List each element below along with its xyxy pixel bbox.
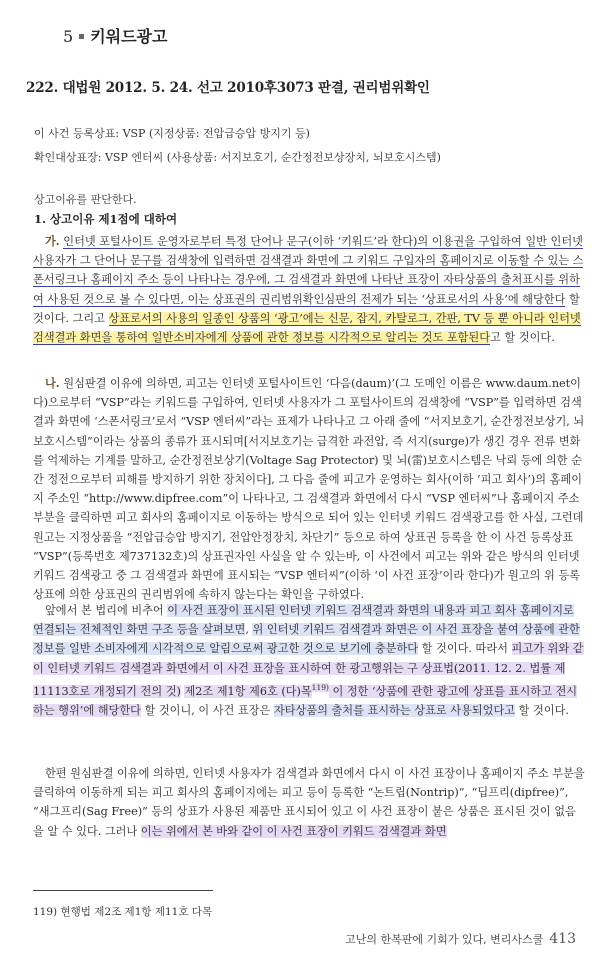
highlighted-text: 이 사건 표장이 표시된 인터넷 키워드 검색결과 화면의 내용과 피고 회사 홈페이지로 연결되는 전체적인 화면 구조 등을 살펴보면 (33, 604, 574, 637)
plain-text: 할 것이니, 이 사건 표장은 (140, 703, 274, 717)
highlighted-text: 이는 위에서 본 바와 같이 이 사건 표장이 키워드 검색결과 화면 (140, 824, 447, 838)
paragraph-text: 원심판결 이유에 의하면, 피고는 인터넷 포털사이트인 ‘다음(daum)’(그 도메인 이름은 www.daum.net이다)으로부터 “VSP”라는 키워드를 구입하여, 인터넷 사용자가 그 포털사이트의 검색창에 “VSP”를 입력하면 검색결과 화면에 ‘스폰서링크’로서 “VSP 엔터씨”라는 표제가 나타나고 그 아래 줄에 “서지보호기, 순간정전보상기, 뇌보호시스템”이라는 상품의 종류가 표시되며[서지보호기는 급격한 과전압, 즉 서지(surge)가 생긴 경우 전류 변화를 억제하는 기계를 말하고, 순간정전보상기(Voltage Sag Protector) 및 뇌(雷)보호시스템은 낙뢰 등에 의한 순간 정전으로부터 피해를 방지하기 위한 장치이다], 그 다음 줄에 피고가 운영하는 회사(이하 ‘피고 회사’)의 홈페이지 주소인 “http://www.dipfree.com”이 나타나고, 그 검색결과 화면에서 다시 “VSP 엔터씨”나 홈페이지 주소 부분을 클릭하면 피고 회사의 홈페이지로 이동하는 방식으로 되어 있는 인터넷 키워드 검색광고를 한 사실, 그런데 원고는 지정상품을 “전압급승압 방지기, 전압안정장치, 차단기” 등으로 하여 상표권 등록을 한 이 사건 등록상표 “VSP”(등록번호 제737132호)의 상표권자인 사실을 알 수 있는바, 이 사건에서 피고는 위와 같은 방식의 인터넷 키워드 검색광고 중 그 검색결과 화면에 표시되는 “VSP 엔터씨”(이하 ‘이 사건 표장’이라 한다)가 원고의 위 등록상표에 의한 상표권의 권리범위에 속하지 않는다는 확인을 구하였다. (33, 377, 585, 602)
paragraph-analysis (33, 601, 585, 720)
chapter-title: 키워드광고 (90, 27, 168, 46)
paragraph-label: 가. (45, 234, 60, 248)
page-number: 413 (549, 931, 576, 947)
plain-text: 할 것이다. (515, 703, 569, 717)
page-footer (345, 931, 576, 947)
intro-text: 상고이유를 판단한다. (34, 193, 137, 206)
footnote-divider (33, 890, 213, 891)
chapter-number: 5 (63, 27, 74, 46)
paragraph-counter (33, 764, 585, 841)
plain-text: 할 것이다. 그리고 (33, 292, 580, 325)
plain-text: , (245, 623, 253, 637)
highlighted-text: 이 정한 ‘상품에 관한 광고에 상표를 표시하고 전시하는 행위’에 해당한다 (33, 684, 578, 717)
paragraph-indent (33, 604, 45, 617)
paragraph-ga (33, 232, 585, 347)
case-title: 222. 대법원 2012. 5. 24. 선고 2010후3073 판결, 권리범위확인 (26, 80, 430, 96)
plain-text: 할 것이다. 따라서 (418, 642, 512, 656)
highlighted-text: 자타상품의 출처를 표시하는 상표로 사용되었다고 (273, 703, 516, 717)
highlighted-text: 피고가 위와 같이 인터넷 키워드 검색결과 화면에서 이 사건 표장을 표시하여 한 광고행위는 구 상표법(2011. 12. 2. 법률 제11113호로 개정되기 전의 것) (33, 642, 584, 698)
highlighted-text: 상표로서의 사용의 일종인 상품의 ‘광고’에는 신문, 잡지, 카탈로그, 간판, TV 등 뿐 아니라 인터넷 검색결과 화면을 통하여 일반소비자에게 상품에 관한 정보를 시각적으로 알리는 것도 포함된다 (33, 311, 581, 345)
confirmation-mark-line: 확인대상표장: VSP 엔터씨 (사용상품: 서지보호기, 순간정전보상장치, 뇌보호시스템) (34, 151, 441, 164)
paragraph-indent (33, 767, 45, 780)
footnote-ref: 119) (311, 682, 329, 692)
chapter-heading (63, 24, 167, 47)
plain-text: 앞에서 본 법리에 비추어 (45, 604, 168, 617)
highlighted-text: 위 인터넷 키워드 검색결과 화면은 이 사건 표장을 붙여 상품에 관한 정보를 일반 소비자에게 시각적으로 알림으로써 광고한 것으로 보기에 충분하다 (33, 623, 580, 656)
plain-text: 한편 원심판결 이유에 의하면, 인터넷 사용자가 검색결과 화면에서 다시 이 사건 표장이나 홈페이지 주소 부분을 클릭하여 이동하게 되는 피고 회사의 홈페이지에는 피고 등이 등록한 “논트립(Nontrip)”, “딥프리(dipfree)”, “새그프리(Sag Free)” 등의 상표가 사용된 제품만 표시되어 있고 이 사건 표장이 붙은 상품은 표시된 것이 없음을 알 수 있다. 그러나 (33, 767, 585, 838)
paragraph-indent (33, 235, 45, 248)
paragraph-na (33, 374, 585, 604)
highlighted-text: 제2조 제1항 제6호 (다)목 (184, 684, 312, 698)
paragraph-label: 나. (45, 376, 60, 390)
plain-text: 고 할 것이다. (490, 331, 555, 345)
footnote: 119) 현행법 제2조 제1항 제11호 다목 (33, 906, 213, 918)
bullet-icon (79, 34, 84, 39)
paragraph-indent (33, 377, 45, 390)
section-heading: 1. 상고이유 제1점에 대하여 (34, 212, 178, 226)
registered-mark-line: 이 사건 등록상표: VSP (지정상품: 전압급승압 방지기 등) (34, 127, 310, 140)
underlined-text: 인터넷 포털사이트 운영자로부터 특정 단어나 문구(이하 ‘키워드’라 한다)의 이용권을 구입하여 일반 인터넷 사용자가 그 단어나 문구를 검색창에 입력하면 검색결과 화면에 그 키워드 구입자의 홈페이지로 이동할 수 있는 스폰서링크나 홈페이지 주소 등이 나타나는 경우에, 그 검색결과 화면에 나타난 표장이 자타상품의 출처표시를 위하여 사용된 것으로 볼 수 있다면, 이는 상표권의 권리범위확인심판의 전제가 되는 ‘상표로서의 사용’에 해당한다 (33, 235, 584, 306)
book-title: 고난의 한복판에 기회가 있다, 변리사스쿨 (345, 933, 544, 946)
